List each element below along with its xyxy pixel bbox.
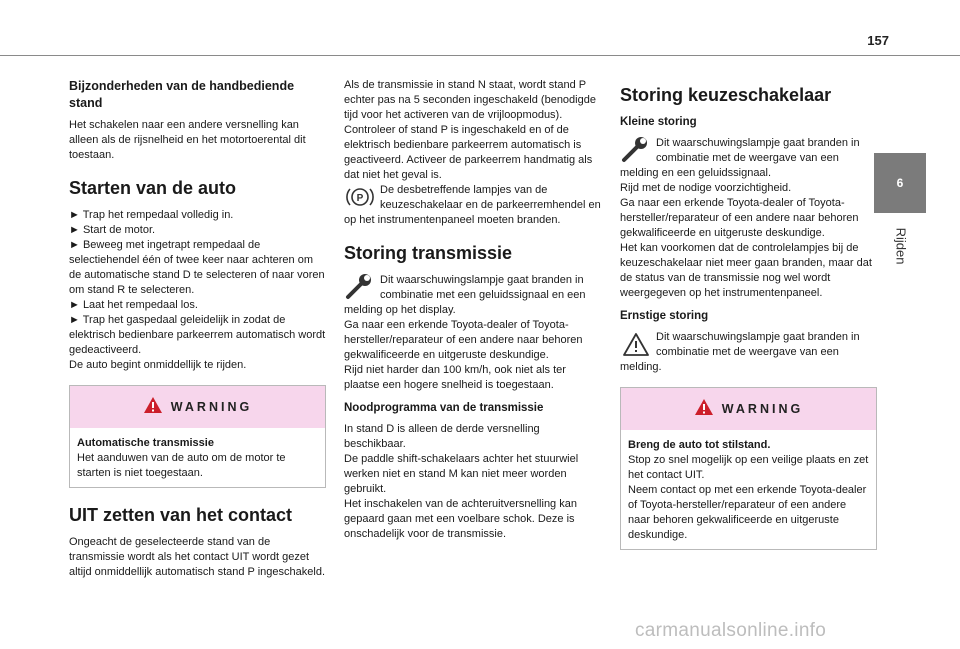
- heading-ernstige-storing: Ernstige storing: [620, 310, 709, 322]
- text-klein-3: Ga naar een erkende Toyota-dealer of Toyota-hersteller/reparateur of een andere naar behoren gekwalificeerde en uitgeruste deskundige.: [620, 197, 859, 239]
- svg-text:P: P: [356, 193, 364, 204]
- text-starten-end: De auto begint onmiddellijk te rijden.: [69, 359, 247, 371]
- warning-subtitle: Automatische transmissie: [77, 437, 214, 449]
- warning-subtitle: Breng de auto tot stilstand.: [628, 439, 771, 451]
- warning-header: [70, 386, 325, 428]
- warning-box-automatic: [69, 385, 326, 488]
- heading-uit: UIT zetten van het contact: [69, 505, 293, 525]
- text-nood-1: In stand D is alleen de derde versnelling beschikbaar.: [344, 423, 540, 450]
- wrench-icon: [620, 136, 652, 164]
- warning-title: WARNING: [721, 401, 804, 416]
- chapter-label-text: Rijden: [893, 227, 909, 264]
- warning-box-stilstand: [620, 387, 877, 550]
- warning-triangle-icon: [143, 396, 163, 419]
- text-storing-1: Dit waarschuwingslampje gaat branden in combinatie met een geluidssignaal en een melding op het display.: [344, 274, 586, 316]
- heading-bijzonderheden: Bijzonderheden van de handbediende stand: [69, 79, 295, 110]
- warning-triangle-icon: [620, 330, 652, 358]
- text-bijzonderheden: Het schakelen naar een andere versnelling kan alleen als de rijsnelheid en het motortoerental dit toestaan.: [69, 119, 306, 161]
- text-uit: Ongeacht de geselecteerde stand van de transmissie wordt als het contact UIT wordt gezet altijd onmiddellijk automatisch stand P ingeschakeld.: [69, 536, 325, 578]
- heading-storing-transmissie: Storing transmissie: [344, 243, 513, 263]
- column-2: [344, 78, 602, 542]
- warning-triangle-icon: [694, 398, 714, 421]
- warning-header: [621, 388, 876, 430]
- chapter-label: [881, 218, 921, 273]
- warning-text: Het aanduwen van de auto om de motor te starten is niet toegestaan.: [77, 452, 286, 479]
- watermark: carmanualsonline.info: [635, 620, 827, 641]
- chapter-number: 6: [896, 176, 904, 190]
- text-nood-3: Het inschakelen van de achteruitversnelling kan gepaard gaan met een voelbare schok. Deze is onschadelijk voor de transmissie.: [344, 498, 577, 540]
- heading-starten: Starten van de auto: [69, 178, 237, 198]
- text-ernstig: Dit waarschuwingslampje gaat branden in combinatie met de weergave van een melding.: [620, 331, 860, 373]
- text-klein-4: Het kan voorkomen dat de controlelampjes bij de keuzeschakelaar niet meer gaan branden, maar dat de status van de transmissie nog wel wordt weergegeven op het instrumentenpaneel.: [620, 242, 872, 299]
- text-lampjes: De desbetreffende lampjes van de keuzeschakelaar en de parkeerremhendel en op het instrumentenpaneel moeten branden.: [344, 184, 601, 226]
- step-3: ► Beweeg met ingetrapt rempedaal de selectiehendel één of twee keer naar achteren om de automatische stand D te selecteren of naar voren om stand R te selecteren.: [69, 239, 325, 296]
- text-klein-2: Rijd met de nodige voorzichtigheid.: [620, 182, 792, 194]
- text-intro: Als de transmissie in stand N staat, wordt stand P echter pas na 5 seconden ingeschakeld (benodigde tijd voor het activeren van de vrijloopmodus). Controleer of stand P is ingeschakeld en of de elektrisch bedienbare parkeerrem automatisch is geactiveerd. Activeer de parkeerrem handmatig als dat niet het geval is.: [344, 79, 596, 181]
- warning-title: WARNING: [170, 399, 253, 414]
- heading-storing-keuzeschakelaar: Storing keuzeschakelaar: [620, 85, 832, 105]
- step-1: ► Trap het rempedaal volledig in.: [69, 209, 234, 221]
- column-1: [69, 78, 327, 580]
- text-klein-1: Dit waarschuwingslampje gaat branden in combinatie met de weergave van een melding en een geluidssignaal.: [620, 137, 860, 179]
- step-2: ► Start de motor.: [69, 224, 156, 236]
- heading-kleine-storing: Kleine storing: [620, 116, 697, 128]
- chapter-tab[interactable]: [874, 153, 926, 213]
- step-5: ► Trap het gaspedaal geleidelijk in zodat de elektrisch bedienbare parkeerrem automatisch wordt gedeactiveerd.: [69, 314, 326, 356]
- text-storing-3: Rijd niet harder dan 100 km/h, ook niet als ter plaatse een hogere snelheid is toegestaan.: [344, 364, 566, 391]
- warning-text-2: Neem contact op met een erkende Toyota-dealer of Toyota-hersteller/reparateur of een andere naar behoren gekwalificeerde en uitgeruste deskundige.: [628, 484, 867, 541]
- heading-noodprogramma: Noodprogramma van de transmissie: [344, 402, 544, 414]
- text-storing-2: Ga naar een erkende Toyota-dealer of Toyota-hersteller/reparateur of een andere naar behoren gekwalificeerde en uitgeruste deskundige.: [344, 319, 583, 361]
- text-nood-2: De paddle shift-schakelaars achter het stuurwiel werken niet en stand M kan niet meer worden gebruikt.: [344, 453, 579, 495]
- warning-text-1: Stop zo snel mogelijk op een veilige plaats en zet het contact UIT.: [628, 454, 869, 481]
- step-4: ► Laat het rempedaal los.: [69, 299, 198, 311]
- header-rule: [0, 55, 960, 56]
- wrench-icon: [344, 273, 376, 301]
- column-3: [620, 78, 878, 550]
- parking-brake-icon: [344, 183, 376, 211]
- page-number: 157: [867, 33, 889, 48]
